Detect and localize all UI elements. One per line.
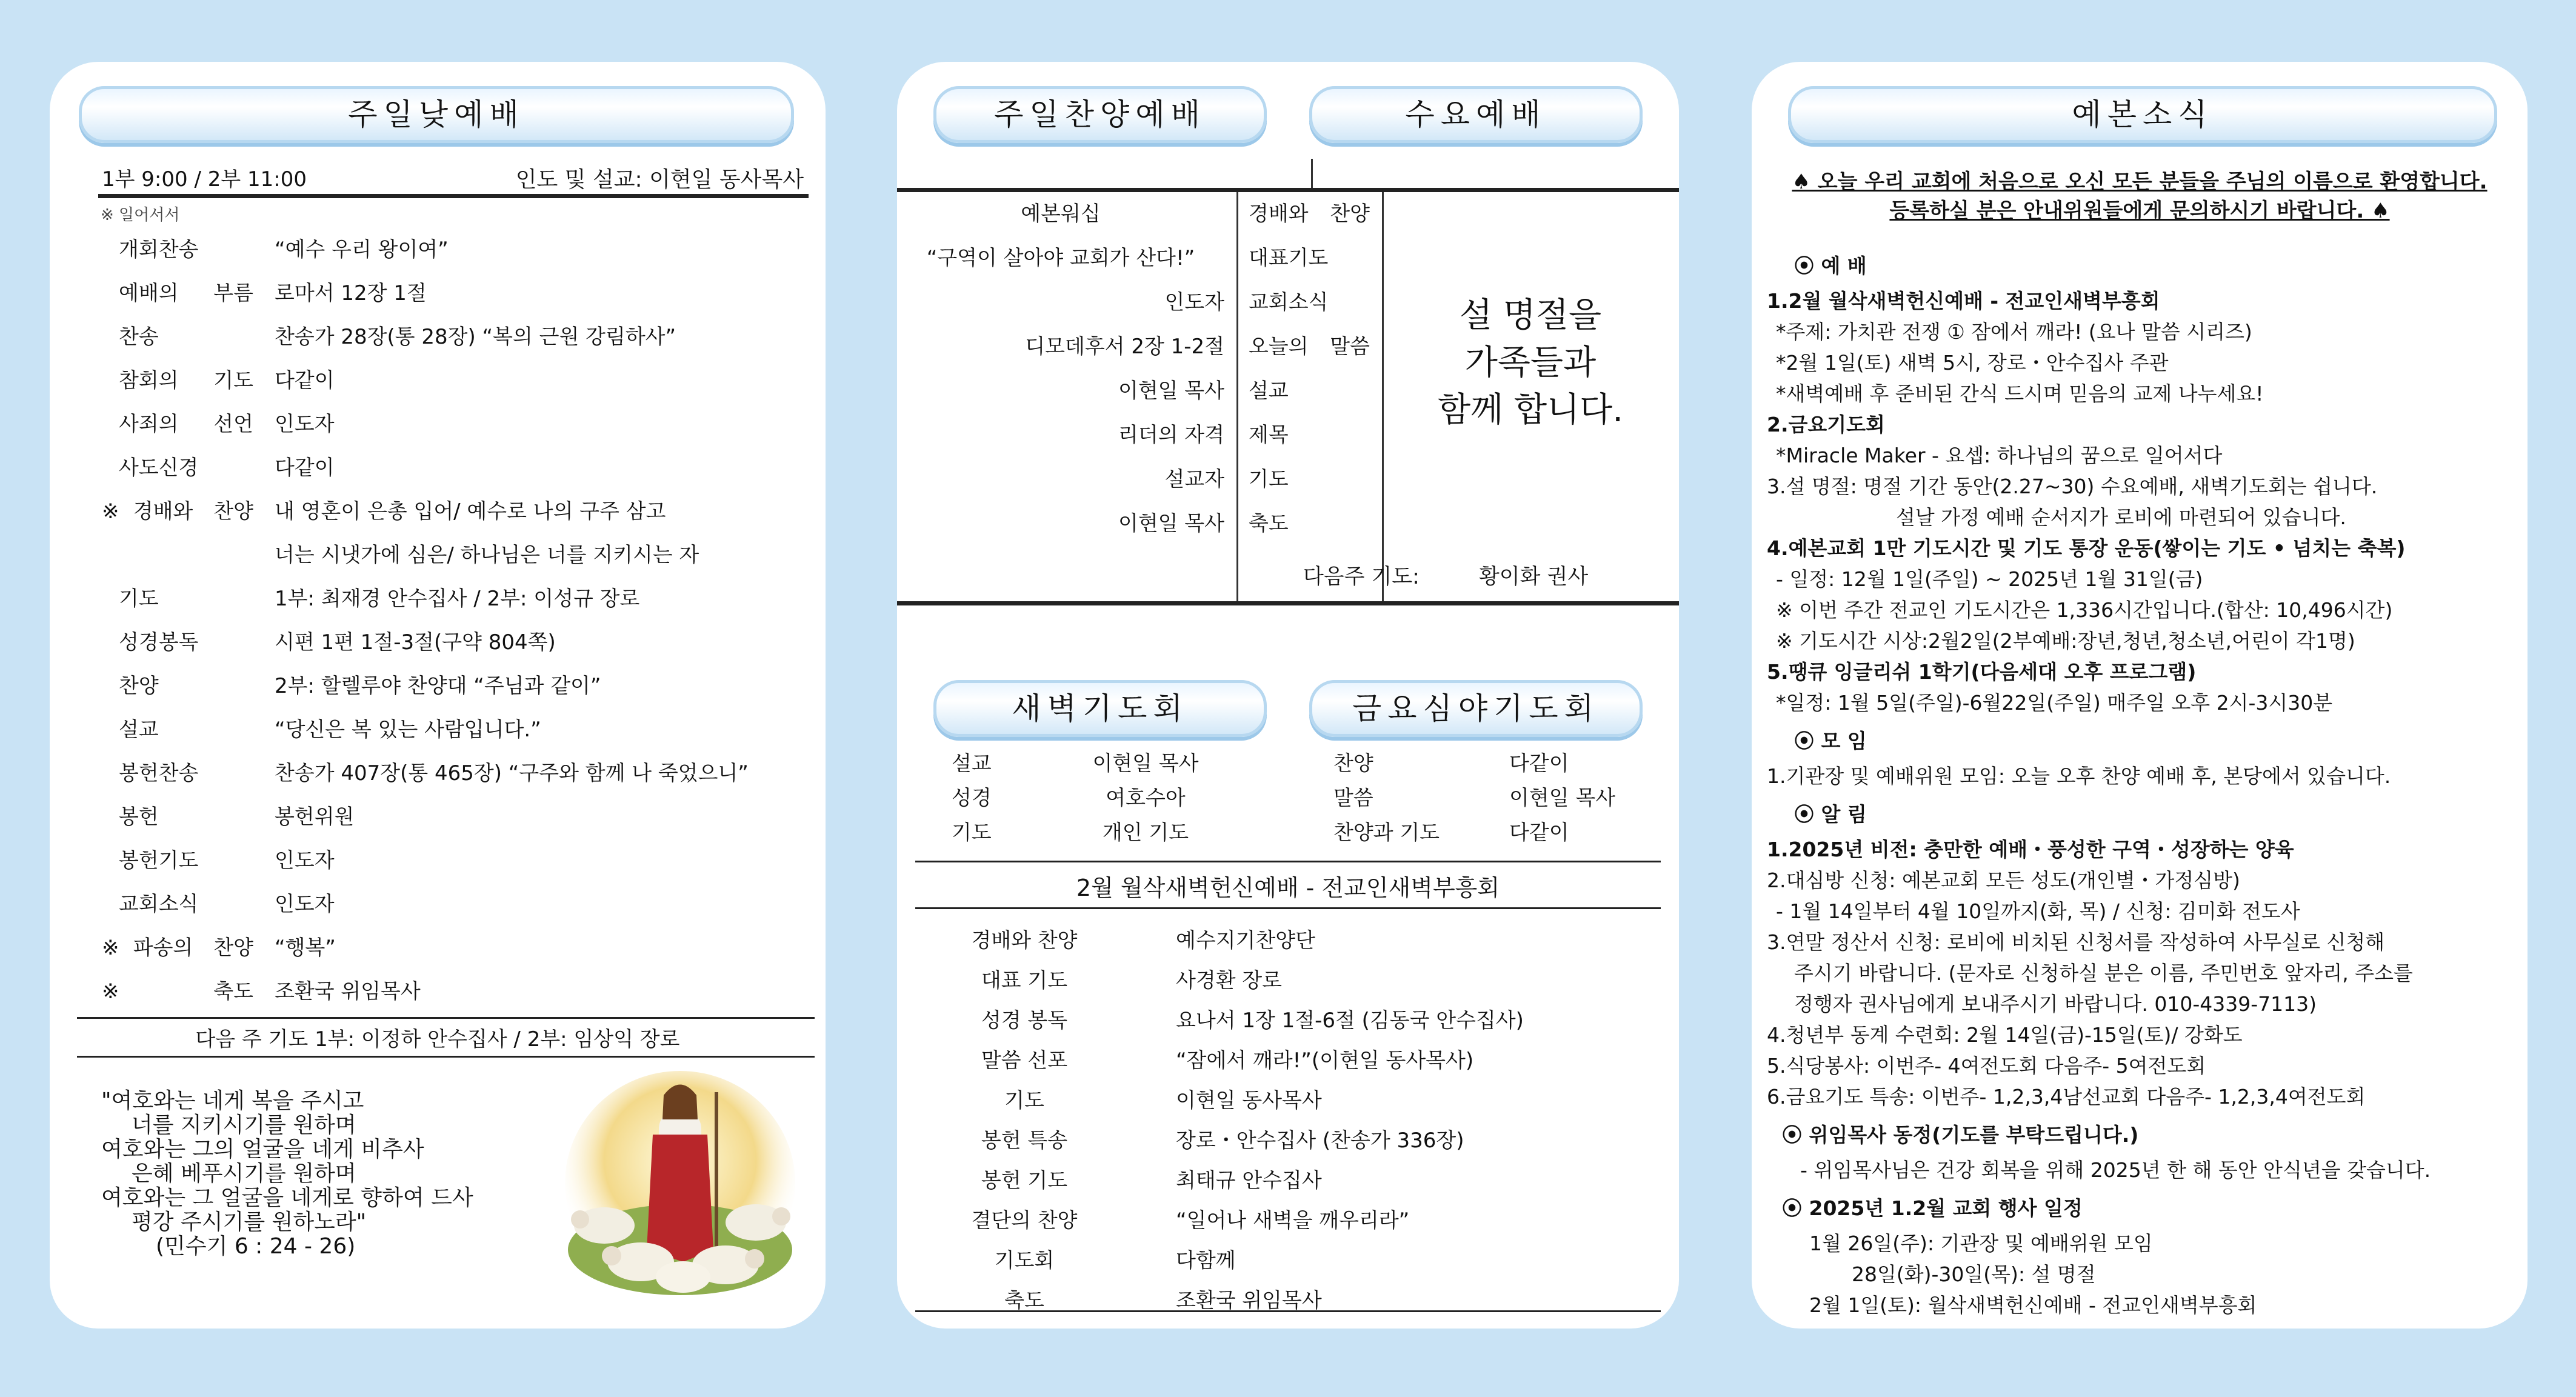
special-value: 예수지기찬양단 <box>1176 929 1315 953</box>
news-line: 6.금요기도 특송: 이번주- 1,2,3,4남선교회 다음주- 1,2,3,4여전도회 <box>1767 1085 2366 1109</box>
notice-line: 함께 합니다. <box>1437 390 1624 430</box>
news-line: *2월 1일(토) 새벽 5시, 장로・안수집사 주관 <box>1776 351 2169 375</box>
special-label: 기도 <box>1004 1089 1044 1113</box>
news-line: ⦿ 위임목사 동정(기도를 부탁드립니다.) <box>1782 1123 2139 1147</box>
news-line: 4.예본교회 1만 기도시간 및 기도 통장 운동(쌓이는 기도 • 넘치는 축복) <box>1767 536 2406 560</box>
dawn-label: 기도 <box>952 821 992 845</box>
news-line: 3.연말 정산서 신청: 로비에 비치된 신청서를 작성하여 사무실로 신청해 <box>1767 930 2385 954</box>
special-label: 말씀 선포 <box>981 1049 1068 1073</box>
friday-prayer-table <box>1333 747 1649 856</box>
service-label: ※축도 <box>102 979 253 1004</box>
dawn-value: 이현일 목사 <box>1092 752 1199 776</box>
service-label: 봉헌찬송 <box>119 761 199 785</box>
special-service-table <box>933 910 1649 1316</box>
service-label: 봉헌 <box>119 805 159 829</box>
divider <box>915 1310 1661 1312</box>
news-line: ⦿ 알 림 <box>1794 802 1867 826</box>
service-row <box>102 668 817 704</box>
service-label: 찬송 <box>119 325 159 349</box>
service-label: ※경배와 찬양 <box>102 499 253 524</box>
news-line: 설날 가정 예배 순서지가 로비에 마련되어 있습니다. <box>1896 505 2346 529</box>
divider <box>98 194 809 198</box>
wednesday-notice <box>1382 292 1679 434</box>
service-row <box>102 537 817 573</box>
shepherd-image <box>562 1068 798 1298</box>
service-value: 2부: 할렐루야 찬양대 “주님과 같이” <box>275 674 601 698</box>
praise-left-item: “구역이 살아야 교회가 산다!” <box>926 246 1195 270</box>
news-line: ⦿ 예 배 <box>1794 254 1867 278</box>
special-value: 조환국 위임목사 <box>1176 1289 1322 1313</box>
service-value: 인도자 <box>275 892 335 916</box>
praise-label: 경배와 찬양 <box>1249 202 1370 226</box>
dawn-prayer-table <box>952 747 1267 856</box>
verse-line: (민수기 6 : 24 - 26) <box>156 1234 356 1259</box>
service-label: ※파송의 찬양 <box>102 936 253 960</box>
praise-left-item: 리더의 자격 <box>1118 423 1224 447</box>
special-value: “일어나 새벽을 깨우리라” <box>1176 1209 1410 1233</box>
praise-worship-title: 주일찬양예배 <box>933 86 1267 143</box>
verse-line: "여호와는 네게 복을 주시고 <box>101 1089 364 1113</box>
service-row <box>102 886 817 922</box>
special-label: 축도 <box>1004 1289 1044 1313</box>
service-value: 찬송가 407장(통 465장) “구주와 함께 나 죽었으니” <box>275 761 749 785</box>
special-value: 최태규 안수집사 <box>1176 1169 1322 1193</box>
special-value: 요나서 1장 1절-6절 (김동국 안수집사) <box>1176 1009 1524 1033</box>
news-line: 28일(화)-30일(목): 설 명절 <box>1852 1262 2096 1286</box>
verse-line: 여호와는 그의 얼굴을 네게 비추사 <box>101 1137 424 1162</box>
service-label: 사도신경 <box>119 456 199 480</box>
service-label: 설교 <box>119 718 159 742</box>
service-label: 개회찬송 <box>119 238 199 262</box>
worship-time: 1부 9:00 / 2부 11:00 <box>102 167 307 192</box>
notice-line: 가족들과 <box>1464 343 1597 382</box>
divider <box>1311 159 1313 189</box>
praise-label: 오늘의 말씀 <box>1249 335 1370 359</box>
service-value: 로마서 12장 1절 <box>275 281 427 305</box>
verse-line: 은혜 베푸시기를 원하며 <box>132 1161 356 1186</box>
next-prayer-label: 다음주 기도: <box>1303 565 1420 589</box>
praise-left-item: 설교자 <box>1164 467 1224 492</box>
blessing-verse <box>101 1089 473 1259</box>
service-value: 찬송가 28장(통 28장) “복의 근원 강림하사” <box>275 325 676 349</box>
news-line: 2월 1일(토): 월삭새벽헌신예배 - 전교인새벽부흥회 <box>1809 1293 2257 1317</box>
service-label: 교회소식 <box>119 892 199 916</box>
special-service-title: 2월 월삭새벽헌신예배 - 전교인새벽부흥회 <box>1076 875 1500 901</box>
service-row <box>102 842 817 879</box>
special-value: 이현일 동사목사 <box>1176 1089 1322 1113</box>
dawn-value: 개인 기도 <box>1102 821 1189 845</box>
service-row <box>102 581 817 617</box>
praise-label: 기도 <box>1249 467 1289 492</box>
news-line: 2.대심방 신청: 예본교회 모든 성도(개인별・가정심방) <box>1767 869 2240 892</box>
service-row <box>102 930 817 966</box>
news-line: 4.청년부 동계 수련회: 2월 14일(금)-15일(토)/ 강화도 <box>1767 1023 2243 1047</box>
panel-services <box>897 62 1679 1329</box>
service-row <box>102 973 817 1010</box>
panel-news <box>1752 62 2528 1329</box>
friday-prayer-title: 금요심야기도회 <box>1309 680 1643 737</box>
next-week-prayer: 다음 주 기도 1부: 이정하 안수집사 / 2부: 임상익 장로 <box>195 1027 680 1052</box>
news-line: 2.금요기도회 <box>1767 413 1885 436</box>
wednesday-worship-title: 수요예배 <box>1309 86 1643 143</box>
service-value: 인도자 <box>275 849 335 873</box>
divider <box>897 601 1679 605</box>
special-label: 봉헌 기도 <box>981 1169 1068 1193</box>
notice-line: 설 명절을 <box>1459 296 1602 335</box>
news-line: ※ 기도시간 시상:2월2일(2부예배:장년,청년,청소년,어린이 각1명) <box>1776 629 2355 653</box>
praise-left-item: 이현일 목사 <box>1118 512 1224 536</box>
stand-note: ※ 일어서서 <box>101 206 180 224</box>
service-label: 참회의 기도 <box>119 368 253 393</box>
divider <box>77 1056 815 1058</box>
service-value: “당신은 복 있는 사람입니다.” <box>275 718 541 742</box>
news-line: 1월 26일(주): 기관장 및 예배위원 모임 <box>1809 1232 2153 1255</box>
friday-value: 다같이 <box>1509 821 1569 845</box>
news-line: ※ 이번 주간 전교인 기도시간은 1,336시간입니다.(합산: 10,496시간) <box>1776 598 2393 622</box>
special-value: 다함께 <box>1176 1249 1236 1273</box>
service-label: 기도 <box>119 587 159 611</box>
news-list <box>1752 244 2528 1329</box>
friday-value: 이현일 목사 <box>1509 786 1616 810</box>
welcome-line-2: 등록하실 분은 안내위원들에게 문의하시기 바랍니다. ♠ <box>1889 199 2390 223</box>
order-of-service <box>102 232 817 1068</box>
praise-label: 축도 <box>1249 512 1289 536</box>
service-row <box>102 275 817 312</box>
praise-left-item: 이현일 목사 <box>1118 379 1224 403</box>
service-value: 1부: 최재경 안수집사 / 2부: 이성규 장로 <box>275 587 640 611</box>
worship-preacher: 인도 및 설교: 이현일 동사목사 <box>515 167 804 192</box>
news-line: ⦿ 2025년 1.2월 교회 행사 일정 <box>1782 1196 2083 1220</box>
verse-line: 평강 주시기를 원하노라" <box>132 1210 367 1235</box>
praise-order-labels <box>1249 192 1394 598</box>
verse-line: 여호와는 그 얼굴을 네게로 향하여 드사 <box>101 1185 473 1210</box>
news-line: 5.식당봉사: 이번주- 4여전도회 다음주- 5여전도회 <box>1767 1054 2206 1078</box>
friday-label: 찬양과 기도 <box>1333 821 1440 845</box>
divider <box>915 861 1661 862</box>
special-label: 기도회 <box>994 1249 1055 1273</box>
news-line: 정행자 권사님에게 보내주시기 바랍니다. 010-4339-7113) <box>1794 992 2317 1016</box>
verse-line: 너를 지키시기를 원하며 <box>132 1113 356 1138</box>
service-label: 봉헌기도 <box>119 849 199 873</box>
service-value: 시편 1편 1절-3절(구약 804쪽) <box>275 630 556 655</box>
service-value: 너는 시냇가에 심은/ 하나님은 너를 지키시는 자 <box>275 543 699 567</box>
service-row <box>102 362 817 399</box>
service-label: 성경봉독 <box>119 630 199 655</box>
service-value: 봉헌위원 <box>275 805 355 829</box>
praise-label: 대표기도 <box>1249 246 1329 270</box>
praise-left-item: 예본워십 <box>1021 202 1101 226</box>
news-line: - 위임목사님은 건강 회복을 위해 2025년 한 해 동안 안식년을 갖습니다. <box>1800 1158 2431 1182</box>
dawn-label: 설교 <box>952 752 992 776</box>
service-row <box>102 232 817 268</box>
service-row <box>102 493 817 530</box>
news-line: - 1월 14일부터 4월 10일까지(화, 목) / 신청: 김미화 전도사 <box>1776 899 2300 923</box>
divider <box>897 188 1679 192</box>
news-line: - 일정: 12월 1일(주일) ~ 2025년 1월 31일(금) <box>1776 567 2203 591</box>
next-prayer-name: 황이화 권사 <box>1479 565 1589 589</box>
news-line: *Miracle Maker - 요셉: 하나님의 꿈으로 일어서다 <box>1776 444 2223 467</box>
news-line: ⦿ 모 임 <box>1794 729 1867 753</box>
praise-label: 교회소식 <box>1249 290 1329 315</box>
service-row <box>102 319 817 355</box>
praise-label: 제목 <box>1249 423 1289 447</box>
service-row <box>102 799 817 835</box>
service-row <box>102 712 817 748</box>
service-row <box>102 624 817 661</box>
praise-label: 설교 <box>1249 379 1289 403</box>
dawn-value: 여호수아 <box>1106 786 1186 810</box>
praise-order-left <box>897 192 1230 598</box>
news-line: 1.2025년 비전: 충만한 예배・풍성한 구역・성장하는 양육 <box>1767 838 2294 861</box>
dawn-label: 성경 <box>952 786 992 810</box>
news-line: *일정: 1월 5일(주일)-6월22일(주일) 매주일 오후 2시-3시30분 <box>1776 691 2333 715</box>
news-line: 주시기 바랍니다. (문자로 신청하실 분은 이름, 주민번호 앞자리, 주소를 <box>1794 961 2413 985</box>
service-row <box>102 450 817 486</box>
news-line: *새벽예배 후 준비된 간식 드시며 믿음의 교제 나누세요! <box>1776 382 2264 405</box>
service-label: 사죄의 선언 <box>119 412 253 436</box>
divider <box>1236 192 1238 601</box>
special-label: 경배와 찬양 <box>971 929 1078 953</box>
service-value: 인도자 <box>275 412 335 436</box>
friday-label: 말씀 <box>1333 786 1373 810</box>
friday-label: 찬양 <box>1333 752 1373 776</box>
service-value: “행복” <box>275 936 336 960</box>
news-line: 1.기관장 및 예배위원 모임: 오늘 오후 찬양 예배 후, 본당에서 있습니다. <box>1767 764 2391 788</box>
special-value: 사경환 장로 <box>1176 969 1283 993</box>
praise-left-item: 디모데후서 2장 1-2절 <box>1025 335 1224 359</box>
news-line: *주제: 가치관 전쟁 ① 잠에서 깨라! (요나 말씀 시리즈) <box>1776 320 2252 344</box>
special-value: 장로・안수집사 (찬송가 336장) <box>1176 1129 1464 1153</box>
service-row <box>102 406 817 442</box>
special-value: “잠에서 깨라!”(이현일 동사목사) <box>1176 1049 1474 1073</box>
service-label: 찬양 <box>119 674 159 698</box>
service-label: 예배의 부름 <box>119 281 253 305</box>
news-title: 예본소식 <box>1788 86 2497 143</box>
news-line: 1.2월 월삭새벽헌신예배 - 전교인새벽부흥회 <box>1767 289 2160 313</box>
divider <box>915 907 1661 909</box>
service-row <box>102 755 817 792</box>
service-value: 조환국 위임목사 <box>275 979 421 1004</box>
friday-value: 다같이 <box>1509 752 1569 776</box>
dawn-prayer-title: 새벽기도회 <box>933 680 1267 737</box>
news-line: 5.땡큐 잉글리쉬 1학기(다음세대 오후 프로그램) <box>1767 660 2197 684</box>
service-value: 내 영혼이 은총 입어/ 예수로 나의 구주 삼고 <box>275 499 666 524</box>
welcome-line-1: ♠ 오늘 우리 교회에 처음으로 오신 모든 분들을 주님의 이름으로 환영합니다. <box>1792 170 2488 194</box>
special-label: 봉헌 특송 <box>981 1129 1068 1153</box>
service-value: 다같이 <box>275 368 335 393</box>
news-line: 3.설 명절: 명절 기간 동안(2.27~30) 수요예배, 새벽기도회는 쉽니다. <box>1767 475 2378 498</box>
special-label: 결단의 찬양 <box>971 1209 1078 1233</box>
sunday-worship-title: 주일낮예배 <box>79 86 794 143</box>
special-label: 성경 봉독 <box>981 1009 1068 1033</box>
divider <box>77 1017 815 1019</box>
service-value: “예수 우리 왕이여” <box>275 238 449 262</box>
praise-left-item: 인도자 <box>1164 290 1224 315</box>
special-label: 대표 기도 <box>981 969 1068 993</box>
service-value: 다같이 <box>275 456 335 480</box>
panel-sunday-worship <box>50 62 826 1329</box>
